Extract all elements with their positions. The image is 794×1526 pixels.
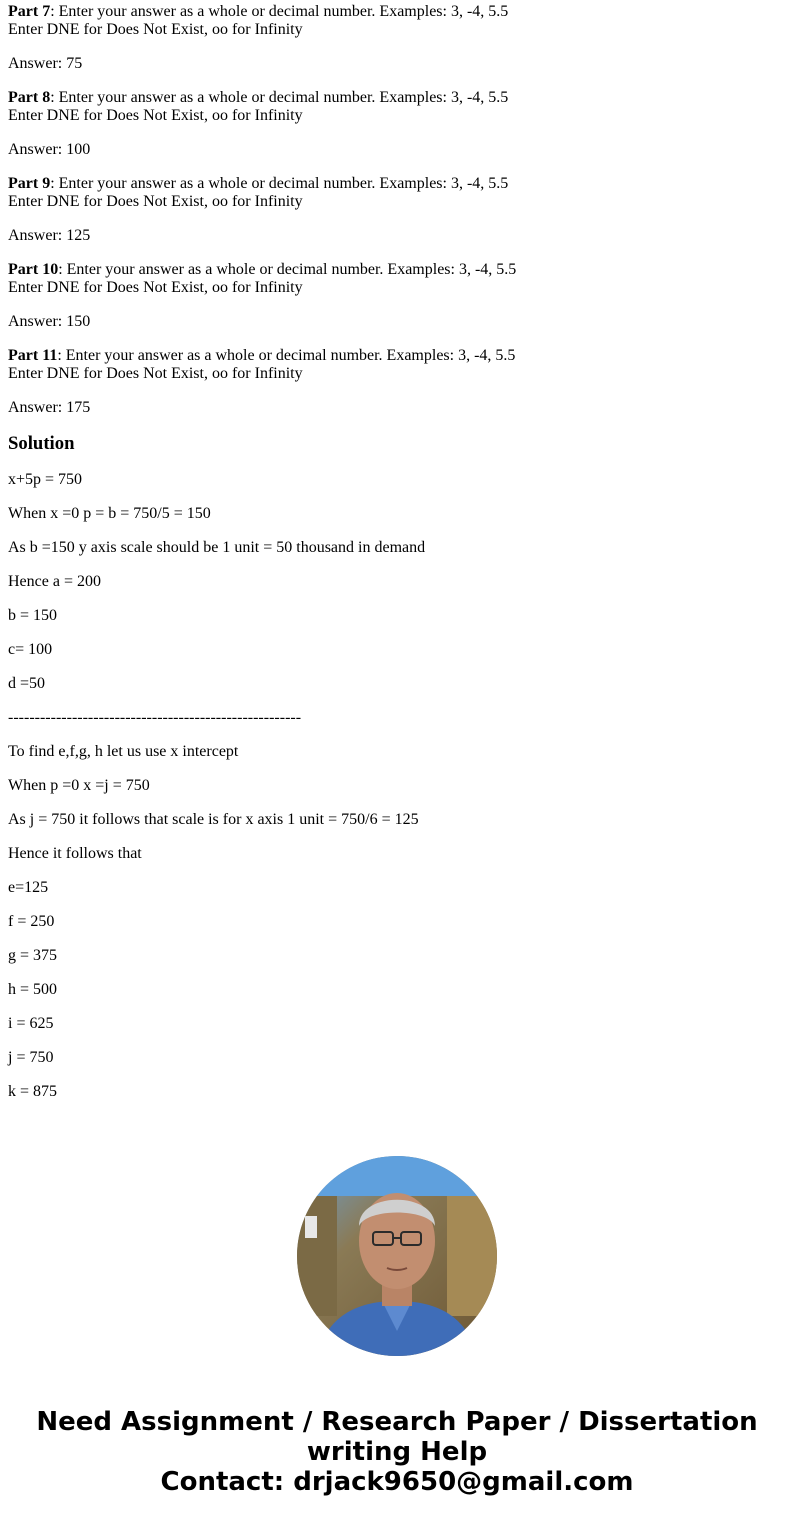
part-label: Part 9 [8,175,51,192]
part-question [8,347,786,383]
part-label: Part 8 [8,89,51,106]
part-instruction: : Enter your answer as a whole or decimal number. Examples: 3, -4, 5.5 [50,89,509,106]
cta-line-2: writing Help [306,1437,488,1467]
part-note: Enter DNE for Does Not Exist, oo for Infinity [8,107,303,124]
part-note: Enter DNE for Does Not Exist, oo for Infinity [8,279,303,296]
solution-line: x+5p = 750 [8,471,83,488]
part-note: Enter DNE for Does Not Exist, oo for Infinity [8,365,303,382]
part-instruction: : Enter your answer as a whole or decimal number. Examples: 3, -4, 5.5 [50,175,509,192]
author-photo-image [297,1156,497,1356]
part-label: Part 11 [8,347,58,364]
solution-line: Hence it follows that [8,845,142,862]
solution-line: When x =0 p = b = 750/5 = 150 [8,505,211,522]
part-question [8,175,786,211]
solution-line: To find e,f,g, h let us use x intercept [8,743,239,760]
part-label: Part 10 [8,261,59,278]
cta-line-1: Need Assignment / Research Paper / Dissertation [36,1407,758,1437]
part-answer: Answer: 125 [8,227,91,244]
cta-contact-line: Contact: drjack9650@gmail.com [160,1467,634,1497]
contact-banner [0,1407,794,1497]
part-instruction: : Enter your answer as a whole or decimal number. Examples: 3, -4, 5.5 [57,347,516,364]
solution-line: h = 500 [8,981,58,998]
solution-line: k = 875 [8,1083,58,1100]
solution-line: j = 750 [8,1049,54,1066]
part-label: Part 7 [8,3,51,20]
part-question [8,3,786,39]
part-note: Enter DNE for Does Not Exist, oo for Infinity [8,21,303,38]
solution-line: ------------------------------------------------------- [8,709,302,726]
part-answer: Answer: 150 [8,313,91,330]
solution-line: c= 100 [8,641,53,658]
solution-lines [8,471,786,1101]
part-question [8,261,786,297]
part-answer: Answer: 175 [8,399,91,416]
part-answer: Answer: 75 [8,55,83,72]
part-instruction: : Enter your answer as a whole or decimal number. Examples: 3, -4, 5.5 [58,261,517,278]
solution-line: As j = 750 it follows that scale is for x axis 1 unit = 750/6 = 125 [8,811,419,828]
part-question [8,89,786,125]
solution-line: g = 375 [8,947,58,964]
solution-line: b = 150 [8,607,58,624]
parts-list [8,3,786,417]
solution-line: d =50 [8,675,46,692]
document-body [0,3,794,1101]
solution-heading: Solution [8,433,75,454]
solution-line: Hence a = 200 [8,573,101,590]
solution-line: When p =0 x =j = 750 [8,777,150,794]
solution-line: i = 625 [8,1015,54,1032]
part-instruction: : Enter your answer as a whole or decimal number. Examples: 3, -4, 5.5 [50,3,509,20]
author-photo [297,1156,497,1356]
solution-line: As b =150 y axis scale should be 1 unit = 50 thousand in demand [8,539,426,556]
solution-line: e=125 [8,879,49,896]
solution-line: f = 250 [8,913,55,930]
part-note: Enter DNE for Does Not Exist, oo for Infinity [8,193,303,210]
part-answer: Answer: 100 [8,141,91,158]
